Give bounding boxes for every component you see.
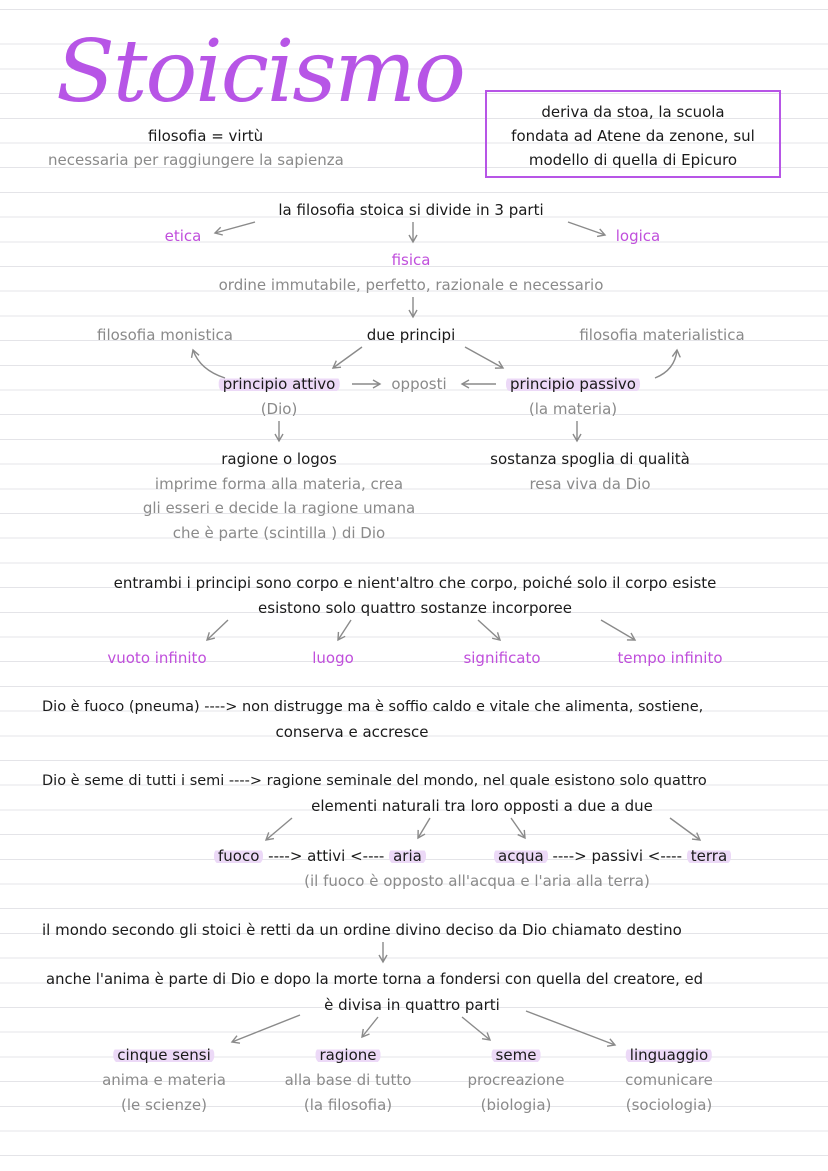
arrow bbox=[193, 350, 225, 378]
passivi-label: ----> passivi <---- bbox=[552, 847, 682, 865]
arrow bbox=[462, 1017, 490, 1040]
arrow bbox=[266, 818, 292, 840]
arrow bbox=[418, 818, 430, 838]
arrow bbox=[362, 1017, 378, 1037]
arrow bbox=[478, 620, 500, 640]
sostanza-desc: resa viva da Dio bbox=[529, 475, 651, 493]
fuoco-line-2: conserva e accresce bbox=[275, 723, 429, 741]
anima-part-name: linguaggio bbox=[626, 1045, 712, 1065]
fuoco-label: fuoco bbox=[214, 847, 263, 865]
arrow bbox=[601, 620, 635, 640]
parte-fisica: fisica bbox=[391, 251, 431, 269]
logos-desc-1: imprime forma alla materia, crea bbox=[154, 475, 404, 493]
arrow bbox=[670, 818, 700, 840]
significato: significato bbox=[463, 649, 541, 667]
tempo-infinito: tempo infinito bbox=[617, 649, 723, 667]
dio-label: (Dio) bbox=[260, 400, 298, 418]
corpo-line-1: entrambi i principi sono corpo e nient'altro che corpo, poiché solo il corpo esiste bbox=[113, 574, 717, 592]
arrow bbox=[215, 222, 255, 233]
acqua-label: acqua bbox=[494, 847, 548, 865]
aria-label: aria bbox=[389, 847, 426, 865]
anima-line-1: anche l'anima è parte di Dio e dopo la morte torna a fondersi con quella del creatore, ed bbox=[46, 971, 704, 988]
box-line-1: deriva da stoa, la scuola bbox=[541, 103, 725, 121]
anima-part-desc: procreazione bbox=[467, 1071, 565, 1089]
anima-part-sub: (le scienze) bbox=[121, 1096, 207, 1114]
due-principi: due principi bbox=[366, 326, 456, 344]
elementi-note: (il fuoco è opposto all'acqua e l'aria alla terra) bbox=[304, 872, 650, 890]
principio-attivo: principio attivo bbox=[219, 374, 340, 394]
arrow bbox=[526, 1011, 615, 1045]
anima-part-sub: (la filosofia) bbox=[303, 1096, 393, 1114]
arrow bbox=[232, 1015, 300, 1042]
arrow bbox=[655, 350, 677, 378]
attivi-label: ----> attivi <---- bbox=[268, 847, 385, 865]
filosofia-monistica: filosofia monistica bbox=[97, 326, 233, 344]
anima-part-name: cinque sensi bbox=[113, 1045, 214, 1065]
terra-label: terra bbox=[687, 847, 731, 865]
arrow bbox=[338, 620, 351, 640]
anima-part-desc: comunicare bbox=[625, 1071, 713, 1089]
parte-etica: etica bbox=[164, 227, 202, 245]
arrow bbox=[568, 222, 605, 235]
anima-part-name: seme bbox=[492, 1045, 541, 1065]
sostanza-spoglia: sostanza spoglia di qualità bbox=[490, 450, 690, 468]
parti-intro: la filosofia stoica si divide in 3 parti bbox=[278, 201, 544, 219]
materia-label: (la materia) bbox=[528, 400, 618, 418]
box-line-2: fondata ad Atene da zenone, sul bbox=[511, 127, 755, 145]
filosofia-materialistica: filosofia materialistica bbox=[579, 326, 745, 344]
page-title: Stoicismo bbox=[56, 22, 464, 122]
anima-part-desc: alla base di tutto bbox=[284, 1071, 412, 1089]
anima-part-desc: anima e materia bbox=[102, 1071, 226, 1089]
corpo-line-2: esistono solo quattro sostanze incorporee bbox=[258, 599, 572, 617]
subtitle-desc: necessaria per raggiungere la sapienza bbox=[48, 151, 344, 169]
arrow bbox=[511, 818, 525, 838]
logos-desc-2: gli esseri e decide la ragione umana bbox=[142, 499, 416, 517]
fisica-ordine: ordine immutabile, perfetto, razionale e necessario bbox=[218, 276, 604, 294]
anima-part-sub: (biologia) bbox=[480, 1096, 552, 1114]
logos-desc-3: che è parte (scintilla ) di Dio bbox=[172, 524, 386, 542]
arrow bbox=[207, 620, 228, 640]
arrow bbox=[465, 347, 503, 368]
anima-part-name: ragione bbox=[316, 1045, 381, 1065]
destino-line: il mondo secondo gli stoici è retti da un ordine divino deciso da Dio chiamato destino bbox=[42, 921, 682, 939]
vuoto-infinito: vuoto infinito bbox=[107, 649, 207, 667]
ragione-logos: ragione o logos bbox=[221, 450, 337, 468]
parte-logica: logica bbox=[615, 227, 661, 245]
opposti: opposti bbox=[391, 375, 447, 393]
anima-line-2: è divisa in quattro parti bbox=[324, 996, 500, 1014]
box-line-3: modello di quella di Epicuro bbox=[528, 151, 738, 169]
fuoco-line-1: Dio è fuoco (pneuma) ----> non distrugge ma è soffio caldo e vitale che alimenta, sostiene, bbox=[42, 699, 704, 715]
principio-passivo: principio passivo bbox=[506, 374, 640, 394]
arrow bbox=[333, 347, 362, 368]
luogo: luogo bbox=[312, 649, 354, 667]
subtitle: filosofia = virtù bbox=[148, 127, 264, 145]
seme-line-1: Dio è seme di tutti i semi ----> ragione seminale del mondo, nel quale esistono solo quattro bbox=[42, 773, 707, 789]
anima-part-sub: (sociologia) bbox=[625, 1096, 713, 1114]
seme-line-2: elementi naturali tra loro opposti a due a due bbox=[311, 797, 653, 815]
